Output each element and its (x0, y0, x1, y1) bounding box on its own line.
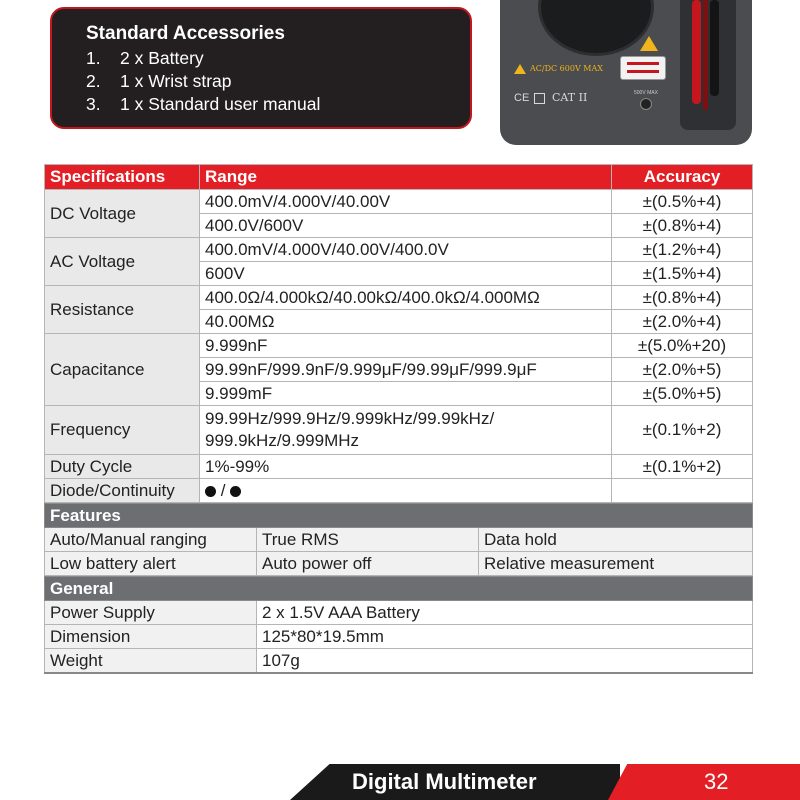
range-cell (200, 406, 612, 455)
multimeter-illustration (500, 0, 752, 145)
jack-rating: 500V MAX (634, 90, 658, 96)
feature-cell: Low battery alert (45, 552, 257, 576)
table-row (45, 286, 753, 310)
table-row (45, 625, 753, 649)
range-line: 999.9kHz/9.999MHz (205, 431, 360, 450)
general-table (44, 576, 753, 674)
param-duty-cycle: Duty Cycle (45, 455, 200, 479)
warning-icon (640, 36, 658, 51)
general-label: Power Supply (45, 601, 257, 625)
specifications-table (44, 164, 753, 503)
accuracy-cell: ±(0.5%+4) (612, 190, 753, 214)
features-header-row (45, 504, 753, 528)
separator: / (220, 480, 226, 500)
range-cell: 9.999nF (200, 334, 612, 358)
range-cell: 400.0Ω/4.000kΩ/40.00kΩ/400.0kΩ/4.000MΩ (200, 286, 612, 310)
warning-small-icon (514, 64, 526, 74)
accuracy-cell: ±(0.8%+4) (612, 214, 753, 238)
feature-cell: Data hold (479, 528, 753, 552)
table-row (45, 649, 753, 674)
feature-cell: Auto/Manual ranging (45, 528, 257, 552)
accuracy-cell: ±(0.8%+4) (612, 286, 753, 310)
accessory-item: 2. 1 x Wrist strap (86, 71, 232, 91)
param-frequency: Frequency (45, 406, 200, 455)
accuracy-cell: ±(1.2%+4) (612, 238, 753, 262)
table-row (45, 479, 753, 503)
test-lead-socket (620, 56, 666, 80)
diode-icon (205, 486, 216, 497)
general-value: 107g (257, 649, 753, 674)
param-dc-voltage: DC Voltage (45, 190, 200, 238)
general-value: 2 x 1.5V AAA Battery (257, 601, 753, 625)
table-row (45, 601, 753, 625)
range-line: 99.99Hz/999.9Hz/9.999kHz/99.99kHz/ (205, 409, 495, 428)
table-row (45, 238, 753, 262)
general-label: Weight (45, 649, 257, 674)
range-cell: 9.999mF (200, 382, 612, 406)
ce-mark: CE (514, 92, 530, 104)
accuracy-cell (612, 479, 753, 503)
input-jack (640, 98, 652, 110)
table-row (45, 334, 753, 358)
rotary-dial (538, 0, 654, 56)
range-cell: 600V (200, 262, 612, 286)
probe-bay (680, 0, 736, 130)
accessories-box (50, 7, 472, 129)
accuracy-cell: ±(2.0%+4) (612, 310, 753, 334)
spec-table-container (44, 164, 752, 674)
spec-header-row (45, 165, 753, 190)
table-row (45, 552, 753, 576)
general-value: 125*80*19.5mm (257, 625, 753, 649)
table-row (45, 455, 753, 479)
double-insulation-icon (534, 93, 545, 104)
range-cell: 1%-99% (200, 455, 612, 479)
feature-cell: Relative measurement (479, 552, 753, 576)
features-title: Features (45, 504, 753, 528)
param-capacitance: Capacitance (45, 334, 200, 406)
table-row (45, 190, 753, 214)
accuracy-cell: ±(5.0%+20) (612, 334, 753, 358)
page-number: 32 (704, 769, 729, 794)
range-cell: 400.0V/600V (200, 214, 612, 238)
param-diode-continuity: Diode/Continuity (45, 479, 200, 503)
table-row (45, 528, 753, 552)
accessory-item: 1. 2 x Battery (86, 48, 204, 68)
general-title: General (45, 577, 753, 601)
accessories-title: Standard Accessories (86, 23, 285, 44)
accuracy-cell: ±(5.0%+5) (612, 382, 753, 406)
accuracy-cell: ±(0.1%+2) (612, 406, 753, 455)
param-resistance: Resistance (45, 286, 200, 334)
red-probe (692, 0, 701, 104)
accuracy-cell: ±(2.0%+5) (612, 358, 753, 382)
wrist-strap (703, 0, 708, 110)
cat-rating: CAT II (552, 91, 588, 104)
range-cell: 99.99nF/999.9nF/9.999μF/99.99μF/999.9μF (200, 358, 612, 382)
header-range: Range (200, 165, 612, 190)
accuracy-cell: ±(1.5%+4) (612, 262, 753, 286)
range-cell: 400.0mV/4.000V/40.00V (200, 190, 612, 214)
black-probe (710, 0, 719, 96)
general-header-row (45, 577, 753, 601)
features-table (44, 503, 753, 576)
range-cell: 400.0mV/4.000V/40.00V/400.0V (200, 238, 612, 262)
footer-title: Digital Multimeter (352, 769, 537, 794)
accessory-item: 3. 1 x Standard user manual (86, 94, 321, 114)
header-specifications: Specifications (45, 165, 200, 190)
range-cell (200, 479, 612, 503)
param-ac-voltage: AC Voltage (45, 238, 200, 286)
accuracy-cell: ±(0.1%+2) (612, 455, 753, 479)
range-cell: 40.00MΩ (200, 310, 612, 334)
voltage-rating: AC/DC 600V MAX (530, 64, 603, 73)
feature-cell: True RMS (257, 528, 479, 552)
feature-cell: Auto power off (257, 552, 479, 576)
continuity-icon (230, 486, 241, 497)
page-footer (290, 764, 800, 800)
table-row (45, 406, 753, 455)
header-accuracy: Accuracy (612, 165, 753, 190)
general-label: Dimension (45, 625, 257, 649)
